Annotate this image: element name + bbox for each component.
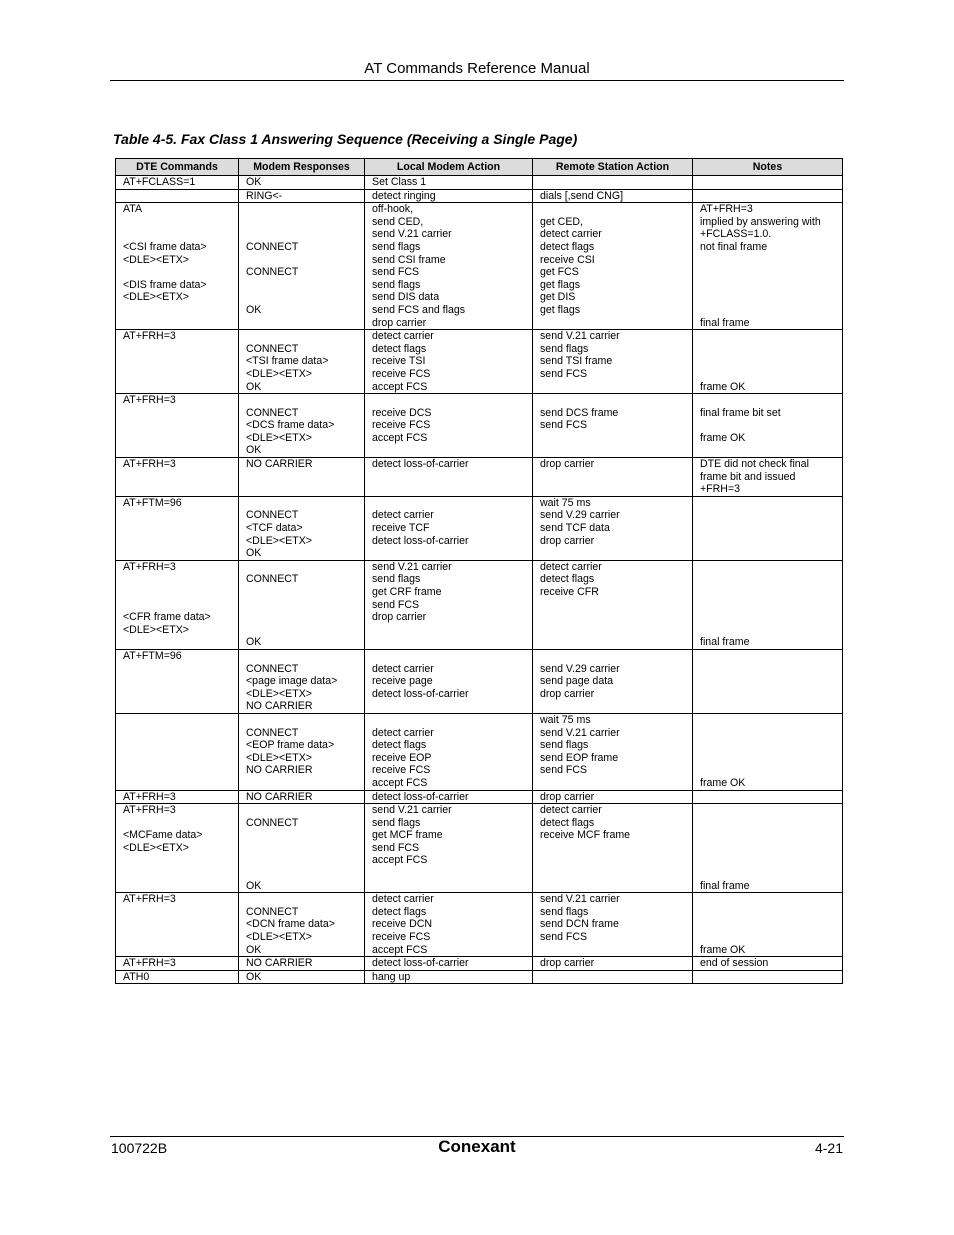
column-header-local-modem-action: Local Modem Action	[365, 159, 533, 176]
table-caption: Table 4-5. Fax Class 1 Answering Sequence (Receiving a Single Page)	[113, 131, 578, 147]
table-row	[116, 957, 843, 971]
note-cell: DTE did not check final frame bit and issued +FRH=3	[693, 458, 843, 497]
dte-command-cell	[116, 713, 239, 790]
modem-response-cell: CONNECT <TCF data> <DLE><ETX> OK	[239, 496, 365, 560]
dte-command-cell: AT+FRH=3	[116, 330, 239, 394]
local-modem-action-cell: detect carrier detect flags receive TSI receive FCS accept FCS	[365, 330, 533, 394]
local-modem-action-cell: detect carrier detect flags receive DCN receive FCS accept FCS	[365, 893, 533, 957]
modem-response-cell: NO CARRIER	[239, 790, 365, 804]
table-row	[116, 560, 843, 649]
note-cell: frame OK	[693, 713, 843, 790]
modem-response-cell: CONNECT <DCN frame data> <DLE><ETX> OK	[239, 893, 365, 957]
running-header-title: AT Commands Reference Manual	[364, 60, 590, 77]
remote-station-action-cell: send V.21 carrier send flags send DCN frame send FCS	[533, 893, 693, 957]
remote-station-action-cell	[533, 176, 693, 190]
dte-command-cell: AT+FRH=3	[116, 893, 239, 957]
local-modem-action-cell: detect loss-of-carrier	[365, 790, 533, 804]
dte-command-cell: ATH0	[116, 970, 239, 984]
local-modem-action-cell: detect ringing	[365, 189, 533, 203]
local-modem-action-cell: detect carrier detect flags receive EOP receive FCS accept FCS	[365, 713, 533, 790]
modem-response-cell: CONNECT <TSI frame data> <DLE><ETX> OK	[239, 330, 365, 394]
dte-command-cell: AT+FTM=96	[116, 649, 239, 713]
table-row	[116, 176, 843, 190]
table-row	[116, 649, 843, 713]
local-modem-action-cell: hang up	[365, 970, 533, 984]
note-cell: final frame	[693, 804, 843, 893]
remote-station-action-cell: drop carrier	[533, 790, 693, 804]
remote-station-action-cell: dials [,send CNG]	[533, 189, 693, 203]
note-cell	[693, 189, 843, 203]
modem-response-cell: NO CARRIER	[239, 458, 365, 497]
dte-command-cell	[116, 189, 239, 203]
remote-station-action-cell: wait 75 ms send V.21 carrier send flags send EOP frame send FCS	[533, 713, 693, 790]
dte-command-cell: AT+FTM=96	[116, 496, 239, 560]
table-row	[116, 496, 843, 560]
local-modem-action-cell: detect loss-of-carrier	[365, 458, 533, 497]
note-cell: frame OK	[693, 330, 843, 394]
table-header-row	[116, 159, 843, 176]
local-modem-action-cell: receive DCS receive FCS accept FCS	[365, 394, 533, 458]
note-cell	[693, 970, 843, 984]
modem-response-cell: CONNECT OK	[239, 560, 365, 649]
table-row	[116, 790, 843, 804]
page-number: 4-21	[814, 1140, 843, 1156]
remote-station-action-cell: send V.29 carrier send page data drop carrier	[533, 649, 693, 713]
dte-command-cell: ATA <CSI frame data> <DLE><ETX> <DIS frame data> <DLE><ETX>	[116, 203, 239, 330]
dte-command-cell: AT+FRH=3	[116, 394, 239, 458]
table-row	[116, 394, 843, 458]
column-header-dte-commands: DTE Commands	[116, 159, 239, 176]
modem-response-cell: OK	[239, 970, 365, 984]
document-number: 100722B	[111, 1140, 168, 1156]
note-cell: final frame	[693, 560, 843, 649]
table-row	[116, 970, 843, 984]
dte-command-cell: AT+FRH=3	[116, 957, 239, 971]
dte-command-cell: AT+FRH=3 <MCFame data> <DLE><ETX>	[116, 804, 239, 893]
dte-command-cell: AT+FRH=3 <CFR frame data> <DLE><ETX>	[116, 560, 239, 649]
table-row	[116, 893, 843, 957]
dte-command-cell: AT+FRH=3	[116, 458, 239, 497]
local-modem-action-cell: detect carrier receive TCF detect loss-of-carrier	[365, 496, 533, 560]
modem-response-cell: CONNECT <page image data> <DLE><ETX> NO CARRIER	[239, 649, 365, 713]
table-body	[116, 176, 843, 984]
dte-command-cell: AT+FRH=3	[116, 790, 239, 804]
note-cell	[693, 790, 843, 804]
remote-station-action-cell: detect carrier detect flags receive MCF frame	[533, 804, 693, 893]
modem-response-cell: CONNECT <EOP frame data> <DLE><ETX> NO CARRIER	[239, 713, 365, 790]
modem-response-cell: CONNECT <DCS frame data> <DLE><ETX> OK	[239, 394, 365, 458]
note-cell: final frame bit set frame OK	[693, 394, 843, 458]
local-modem-action-cell: detect carrier receive page detect loss-of-carrier	[365, 649, 533, 713]
header-rule	[110, 80, 844, 81]
table-row	[116, 713, 843, 790]
remote-station-action-cell: detect carrier detect flags receive CFR	[533, 560, 693, 649]
note-cell	[693, 496, 843, 560]
note-cell: frame OK	[693, 893, 843, 957]
fax-answering-sequence-table	[115, 158, 843, 984]
table-row	[116, 804, 843, 893]
company-name: Conexant	[438, 1137, 516, 1156]
local-modem-action-cell: Set Class 1	[365, 176, 533, 190]
column-header-remote-station-action: Remote Station Action	[533, 159, 693, 176]
remote-station-action-cell: get CED, detect carrier detect flags receive CSI get FCS get flags get DIS get flags	[533, 203, 693, 330]
note-cell: AT+FRH=3 implied by answering with +FCLASS=1.0. not final frame final frame	[693, 203, 843, 330]
remote-station-action-cell: send DCS frame send FCS	[533, 394, 693, 458]
remote-station-action-cell: wait 75 ms send V.29 carrier send TCF data drop carrier	[533, 496, 693, 560]
table-row	[116, 458, 843, 497]
modem-response-cell: RING<-	[239, 189, 365, 203]
table-row	[116, 330, 843, 394]
local-modem-action-cell: off-hook, send CED, send V.21 carrier send flags send CSI frame send FCS send flags send DIS data send FCS and flags drop carrier	[365, 203, 533, 330]
note-cell: end of session	[693, 957, 843, 971]
modem-response-cell: OK	[239, 176, 365, 190]
table-row	[116, 203, 843, 330]
remote-station-action-cell: drop carrier	[533, 957, 693, 971]
modem-response-cell: CONNECT CONNECT OK	[239, 203, 365, 330]
remote-station-action-cell	[533, 970, 693, 984]
local-modem-action-cell: send V.21 carrier send flags get CRF frame send FCS drop carrier	[365, 560, 533, 649]
column-header-notes: Notes	[693, 159, 843, 176]
note-cell	[693, 176, 843, 190]
table-row	[116, 189, 843, 203]
column-header-modem-responses: Modem Responses	[239, 159, 365, 176]
dte-command-cell: AT+FCLASS=1	[116, 176, 239, 190]
local-modem-action-cell: detect loss-of-carrier	[365, 957, 533, 971]
remote-station-action-cell: send V.21 carrier send flags send TSI frame send FCS	[533, 330, 693, 394]
remote-station-action-cell: drop carrier	[533, 458, 693, 497]
note-cell	[693, 649, 843, 713]
local-modem-action-cell: send V.21 carrier send flags get MCF frame send FCS accept FCS	[365, 804, 533, 893]
modem-response-cell: CONNECT OK	[239, 804, 365, 893]
modem-response-cell: NO CARRIER	[239, 957, 365, 971]
